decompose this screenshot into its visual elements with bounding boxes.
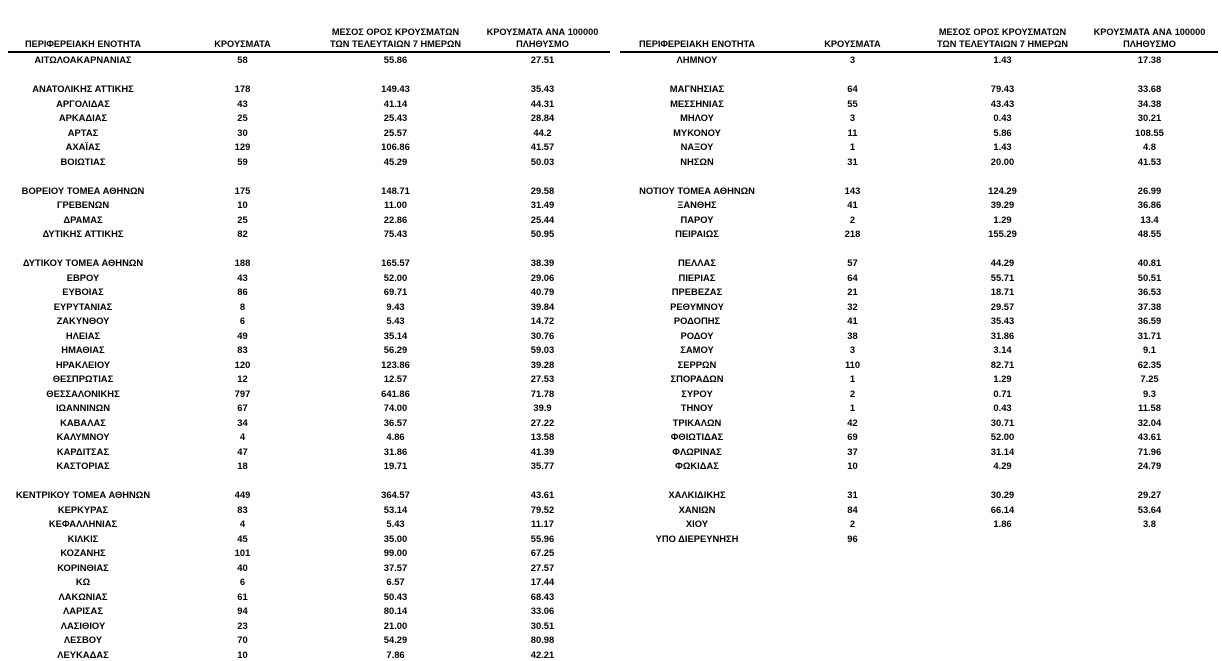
left-cell-name: ΛΑΣΙΘΙΟΥ: [60, 619, 106, 631]
right-cell-rate: 33.68: [1137, 83, 1162, 94]
right-cell-rate: 36.86: [1137, 199, 1162, 210]
left-cell-name: ΛΕΥΚΑΔΑΣ: [57, 648, 109, 660]
left-header-cases: ΚΡΟΥΣΜΑΤΑ: [214, 39, 271, 49]
left-cell-rate: 44.2: [533, 126, 552, 138]
right-cell-name: ΧΑΛΚΙΔΙΚΗΣ: [668, 489, 726, 500]
right-cell-rate: 17.38: [1137, 54, 1162, 65]
left-cell-cases: 30: [237, 126, 248, 138]
right-cell-avg: 79.43: [990, 83, 1015, 94]
right-cell-avg: 31.14: [990, 445, 1015, 457]
left-cell-avg: 19.71: [383, 460, 408, 471]
right-cell-avg: 31.86: [990, 329, 1015, 341]
right-cell-rate: 108.55: [1135, 126, 1164, 138]
left-cell-avg: 31.86: [383, 445, 408, 457]
right-cell-avg: 66.14: [990, 503, 1015, 515]
left-cell-cases: 40: [237, 561, 248, 573]
left-cell-avg: 22.86: [383, 213, 408, 225]
left-cell-avg: 50.43: [383, 590, 408, 602]
left-cell-avg: 80.14: [383, 605, 408, 616]
left-cell-rate: 13.58: [530, 431, 555, 442]
left-cell-avg: 165.57: [381, 257, 410, 268]
left-cell-name: ΚΕΝΤΡΙΚΟΥ ΤΟΜΕΑ ΑΘΗΝΩΝ: [15, 489, 151, 500]
left-cell-rate: 11.17: [531, 518, 554, 529]
left-header-region: ΠΕΡΙΦΕΡΕΙΑΚΗ ΕΝΟΤΗΤΑ: [24, 39, 142, 49]
left-cell-name: ΛΑΡΙΣΑΣ: [63, 605, 103, 616]
left-cell-name: ΑΡΚΑΔΙΑΣ: [58, 112, 108, 123]
left-cell-cases: 178: [234, 83, 251, 94]
left-cell-avg: 52.00: [383, 271, 408, 283]
right-cell-name: ΠΕΙΡΑΙΩΣ: [675, 228, 719, 239]
left-cell-rate: 39.28: [530, 358, 555, 370]
left-cell-name: ΚΑΣΤΟΡΙΑΣ: [56, 460, 110, 471]
left-cell-cases: 47: [237, 445, 248, 457]
left-cell-cases: 45: [237, 532, 248, 544]
right-cell-cases: 21: [847, 286, 858, 297]
left-cell-avg: 54.29: [383, 634, 408, 645]
left-cell-name: ΑΡΓΟΛΙΔΑΣ: [56, 97, 110, 109]
left-cell-cases: 86: [237, 286, 248, 297]
left-cell-rate: 27.51: [530, 54, 555, 65]
right-cell-avg: 82.71: [990, 358, 1015, 370]
right-cell-name: ΧΑΝΙΩΝ: [678, 503, 716, 515]
right-cell-avg: 0.71: [993, 387, 1012, 399]
right-cell-name: ΣΕΡΡΩΝ: [677, 358, 717, 370]
left-cell-rate: 25.44: [530, 213, 555, 225]
right-cell-cases: 31: [847, 155, 858, 167]
left-cell-avg: 149.43: [381, 83, 410, 94]
right-cell-rate: 26.99: [1137, 184, 1162, 196]
left-cell-rate: 55.96: [530, 532, 555, 544]
left-cell-avg: 11.00: [384, 199, 407, 210]
left-cell-rate: 28.84: [530, 112, 555, 123]
right-cell-cases: 3: [849, 344, 856, 355]
left-cell-name: ΚΟΡΙΝΘΙΑΣ: [57, 561, 109, 573]
left-cell-avg: 123.86: [381, 358, 410, 370]
right-cell-rate: 40.81: [1137, 257, 1162, 268]
right-cell-avg: 1.43: [993, 141, 1012, 152]
right-cell-rate: 13.4: [1140, 213, 1159, 225]
left-cell-name: ΚΕΦΑΛΛΗΝΙΑΣ: [48, 518, 118, 529]
right-cell-cases: 37: [847, 445, 858, 457]
right-cell-rate: 9.3: [1142, 387, 1157, 399]
right-cell-rate: 32.04: [1137, 416, 1162, 428]
right-cell-name: ΣΑΜΟΥ: [680, 344, 714, 355]
left-cell-cases: 49: [237, 329, 248, 341]
left-cell-rate: 14.72: [530, 315, 555, 326]
right-cell-cases: 42: [847, 416, 858, 428]
left-cell-avg: 53.14: [383, 503, 408, 515]
left-cell-name: ΔΥΤΙΚΗΣ ΑΤΤΙΚΗΣ: [42, 228, 124, 239]
right-cell-name: ΠΡΕΒΕΖΑΣ: [671, 286, 723, 297]
left-cell-name: ΔΡΑΜΑΣ: [63, 213, 103, 225]
left-cell-cases: 101: [234, 547, 251, 558]
left-cell-cases: 83: [237, 344, 248, 355]
left-cell-avg: 148.71: [381, 184, 410, 196]
left-cell-cases: 43: [237, 97, 248, 109]
left-cell-rate: 79.52: [530, 503, 555, 515]
right-cell-cases: 32: [847, 300, 858, 312]
right-cell-name: ΥΠΟ ΔΙΕΡΕΥΝΗΣΗ: [655, 532, 739, 544]
left-cell-avg: 41.14: [383, 97, 408, 109]
right-cell-rate: 71.96: [1137, 445, 1162, 457]
right-header-region: ΠΕΡΙΦΕΡΕΙΑΚΗ ΕΝΟΤΗΤΑ: [638, 39, 756, 49]
right-header-per100k: ΚΡΟΥΣΜΑΤΑ ΑΝΑ 100000 ΠΛΗΘΥΣΜΟ: [1093, 27, 1206, 49]
left-cell-cases: 4: [239, 431, 246, 442]
left-cell-rate: 30.76: [530, 329, 555, 341]
left-header-per100k: ΚΡΟΥΣΜΑΤΑ ΑΝΑ 100000 ΠΛΗΘΥΣΜΟ: [486, 27, 599, 49]
left-cell-rate: 41.57: [530, 141, 555, 152]
left-cell-cases: 10: [237, 199, 248, 210]
right-cell-avg: 39.29: [990, 199, 1015, 210]
right-cell-cases: 218: [844, 228, 861, 239]
left-cell-name: ΚΟΖΑΝΗΣ: [60, 547, 106, 558]
right-cell-name: ΤΡΙΚΑΛΩΝ: [672, 416, 722, 428]
right-cell-name: ΜΕΣΣΗΝΙΑΣ: [670, 97, 724, 109]
right-cell-rate: 4.8: [1142, 141, 1157, 152]
left-cell-avg: 55.86: [383, 54, 408, 65]
right-cell-cases: 64: [847, 83, 858, 94]
left-cell-name: ΒΟΙΩΤΙΑΣ: [60, 155, 106, 167]
left-cell-rate: 33.06: [530, 605, 555, 616]
left-cell-avg: 25.43: [383, 112, 408, 123]
left-cell-rate: 27.57: [530, 561, 555, 573]
left-cell-name: ΑΙΤΩΛΟΑΚΑΡΝΑΝΙΑΣ: [34, 54, 132, 65]
left-cell-name: ΕΥΒΟΙΑΣ: [62, 286, 104, 297]
left-cell-avg: 99.00: [383, 547, 408, 558]
left-cell-name: ΑΧΑΪΑΣ: [65, 141, 101, 152]
right-cell-cases: 110: [844, 358, 861, 370]
left-cell-cases: 10: [237, 648, 248, 660]
left-cell-name: ΚΙΛΚΙΣ: [67, 532, 99, 544]
right-cell-rate: 11.58: [1138, 402, 1161, 413]
left-cell-avg: 25.57: [383, 126, 408, 138]
right-cell-rate: 29.27: [1137, 489, 1162, 500]
left-cell-rate: 50.03: [530, 155, 555, 167]
left-cell-rate: 44.31: [530, 97, 555, 109]
right-cell-name: ΜΗΛΟΥ: [680, 112, 714, 123]
right-cell-name: ΡΕΘΥΜΝΟΥ: [670, 300, 724, 312]
left-cell-rate: 68.43: [530, 590, 555, 602]
right-cell-cases: 2: [849, 518, 856, 529]
right-cell-cases: 143: [844, 184, 861, 196]
right-cell-cases: 1: [849, 141, 856, 152]
right-cell-cases: 41: [847, 315, 858, 326]
left-cell-cases: 6: [239, 576, 246, 587]
left-cell-rate: 43.61: [530, 489, 555, 500]
right-cell-avg: 0.43: [993, 112, 1012, 123]
right-cell-avg: 29.57: [990, 300, 1015, 312]
right-cell-name: ΝΟΤΙΟΥ ΤΟΜΕΑ ΑΘΗΝΩΝ: [639, 184, 755, 196]
right-cell-cases: 69: [847, 431, 858, 442]
right-cell-rate: 34.38: [1137, 97, 1162, 109]
left-cell-cases: 43: [237, 271, 248, 283]
right-cell-name: ΠΙΕΡΙΑΣ: [678, 271, 716, 283]
right-cell-avg: 18.71: [990, 286, 1015, 297]
left-cell-avg: 641.86: [381, 387, 410, 399]
left-cell-avg: 69.71: [383, 286, 408, 297]
left-cell-avg: 45.29: [383, 155, 408, 167]
left-cell-name: ΑΡΤΑΣ: [67, 126, 99, 138]
left-cell-rate: 50.95: [530, 228, 555, 239]
right-cell-avg: 44.29: [990, 257, 1015, 268]
left-cell-rate: 67.25: [530, 547, 555, 558]
right-cell-avg: 5.86: [993, 126, 1012, 138]
right-cell-cases: 2: [849, 387, 856, 399]
left-cell-cases: 175: [234, 184, 251, 196]
left-cell-avg: 37.57: [383, 561, 408, 573]
right-cell-name: ΣΥΡΟΥ: [681, 387, 713, 399]
right-cell-rate: 36.59: [1137, 315, 1162, 326]
left-cell-avg: 364.57: [381, 489, 410, 500]
right-cell-cases: 96: [847, 532, 858, 544]
right-cell-avg: 1.29: [993, 373, 1012, 384]
left-cell-name: ΓΡΕΒΕΝΩΝ: [56, 199, 110, 210]
right-cell-cases: 64: [847, 271, 858, 283]
left-cell-name: ΛΕΣΒΟΥ: [63, 634, 103, 645]
right-cell-cases: 11: [847, 126, 858, 138]
right-cell-avg: 55.71: [990, 271, 1015, 283]
right-cell-avg: 20.00: [990, 155, 1015, 167]
left-cell-name: ΑΝΑΤΟΛΙΚΗΣ ΑΤΤΙΚΗΣ: [32, 83, 134, 94]
left-cell-cases: 129: [234, 141, 251, 152]
right-cell-cases: 38: [847, 329, 858, 341]
right-cell-rate: 48.55: [1137, 228, 1162, 239]
left-cell-cases: 12: [237, 373, 248, 384]
left-cell-avg: 5.43: [386, 518, 405, 529]
right-cell-name: ΣΠΟΡΑΔΩΝ: [670, 373, 724, 384]
right-cell-cases: 31: [847, 489, 858, 500]
left-cell-rate: 39.9: [533, 402, 552, 413]
left-cell-name: ΖΑΚΥΝΘΟΥ: [56, 315, 110, 326]
right-cell-cases: 1: [849, 373, 856, 384]
right-cell-rate: 30.21: [1137, 112, 1162, 123]
left-cell-name: ΚΑΛΥΜΝΟΥ: [56, 431, 110, 442]
left-cell-cases: 70: [237, 634, 248, 645]
right-cell-cases: 1: [849, 402, 856, 413]
right-cell-cases: 57: [847, 257, 858, 268]
left-cell-name: ΔΥΤΙΚΟΥ ΤΟΜΕΑ ΑΘΗΝΩΝ: [22, 257, 144, 268]
left-cell-avg: 5.43: [386, 315, 405, 326]
right-cell-avg: 4.29: [993, 460, 1012, 471]
right-cell-name: ΤΗΝΟΥ: [680, 402, 714, 413]
right-header-avg7: ΜΕΣΟΣ ΟΡΟΣ ΚΡΟΥΣΜΑΤΩΝ ΤΩΝ ΤΕΛΕΥΤΑΙΩΝ 7 ΗΜΕΡΩΝ: [936, 27, 1068, 49]
right-cell-name: ΝΑΞΟΥ: [680, 141, 714, 152]
left-cell-avg: 4.86: [386, 431, 405, 442]
left-cell-cases: 83: [237, 503, 248, 515]
right-cell-cases: 55: [847, 97, 858, 109]
left-cell-cases: 61: [237, 590, 248, 602]
left-cell-name: ΗΛΕΙΑΣ: [65, 329, 101, 341]
right-cell-avg: 155.29: [988, 228, 1017, 239]
left-cell-rate: 29.58: [530, 184, 555, 196]
right-cell-cases: 3: [849, 54, 856, 65]
left-cell-cases: 34: [237, 416, 248, 428]
right-cell-name: ΠΑΡΟΥ: [680, 213, 714, 225]
left-cell-name: ΕΥΡΥΤΑΝΙΑΣ: [53, 300, 113, 312]
left-cell-avg: 74.00: [383, 402, 408, 413]
right-cell-rate: 7.25: [1140, 373, 1159, 384]
right-cell-name: ΞΑΝΘΗΣ: [677, 199, 717, 210]
right-cell-avg: 3.14: [993, 344, 1012, 355]
right-cell-cases: 41: [847, 199, 858, 210]
right-cell-cases: 10: [847, 460, 858, 471]
left-cell-avg: 56.29: [383, 344, 408, 355]
right-cell-avg: 52.00: [990, 431, 1015, 442]
left-cell-cases: 25: [237, 213, 248, 225]
right-cell-name: ΛΗΜΝΟΥ: [676, 54, 718, 65]
right-cell-rate: 53.64: [1137, 503, 1162, 515]
right-cell-avg: 124.29: [988, 184, 1017, 196]
left-cell-name: ΒΟΡΕΙΟΥ ΤΟΜΕΑ ΑΘΗΝΩΝ: [21, 184, 145, 196]
left-cell-avg: 6.57: [386, 576, 405, 587]
right-cell-avg: 30.71: [990, 416, 1015, 428]
left-cell-name: ΘΕΣΣΑΛΟΝΙΚΗΣ: [46, 387, 120, 399]
left-cell-cases: 58: [237, 54, 248, 65]
right-cell-rate: 43.61: [1137, 431, 1162, 442]
left-cell-name: ΕΒΡΟΥ: [66, 271, 100, 283]
right-cell-rate: 3.8: [1142, 518, 1157, 529]
right-cell-rate: 9.1: [1142, 344, 1157, 355]
left-cell-cases: 82: [237, 228, 248, 239]
left-cell-name: ΗΜΑΘΙΑΣ: [61, 344, 105, 355]
left-cell-rate: 31.49: [530, 199, 555, 210]
right-cell-avg: 43.43: [990, 97, 1015, 109]
right-cell-avg: 1.43: [993, 54, 1012, 65]
right-cell-rate: 50.51: [1137, 271, 1162, 283]
right-cell-avg: 35.43: [990, 315, 1015, 326]
left-cell-cases: 67: [237, 402, 248, 413]
left-cell-cases: 25: [237, 112, 248, 123]
left-cell-rate: 17.44: [530, 576, 555, 587]
left-cell-cases: 6: [239, 315, 246, 326]
right-cell-avg: 30.29: [990, 489, 1015, 500]
right-header-cases: ΚΡΟΥΣΜΑΤΑ: [824, 39, 881, 49]
left-cell-cases: 120: [234, 358, 251, 370]
right-cell-cases: 2: [849, 213, 856, 225]
left-cell-cases: 797: [234, 387, 251, 399]
left-cell-cases: 188: [234, 257, 251, 268]
right-cell-rate: 37.38: [1137, 300, 1162, 312]
right-cell-name: ΦΩΚΙΔΑΣ: [675, 460, 719, 471]
left-cell-name: ΚΕΡΚΥΡΑΣ: [57, 503, 109, 515]
right-cell-cases: 3: [849, 112, 856, 123]
right-cell-cases: 84: [847, 503, 858, 515]
left-cell-rate: 30.51: [530, 619, 555, 631]
left-cell-rate: 40.79: [530, 286, 555, 297]
left-cell-name: ΗΡΑΚΛΕΙΟΥ: [55, 358, 111, 370]
right-cell-rate: 36.53: [1137, 286, 1162, 297]
right-cell-name: ΝΗΣΩΝ: [680, 155, 714, 167]
left-cell-avg: 9.43: [386, 300, 405, 312]
left-header-avg7: ΜΕΣΟΣ ΟΡΟΣ ΚΡΟΥΣΜΑΤΩΝ ΤΩΝ ΤΕΛΕΥΤΑΙΩΝ 7 ΗΜΕΡΩΝ: [329, 27, 461, 49]
left-cell-rate: 38.39: [530, 257, 555, 268]
left-cell-rate: 41.39: [530, 445, 555, 457]
left-cell-cases: 18: [237, 460, 248, 471]
left-cell-name: ΚΑΡΔΙΤΣΑΣ: [56, 445, 110, 457]
right-cell-name: ΡΟΔΟΠΗΣ: [673, 315, 721, 326]
right-cell-name: ΧΙΟΥ: [685, 518, 709, 529]
right-cell-rate: 24.79: [1137, 460, 1162, 471]
left-cell-avg: 35.00: [383, 532, 408, 544]
left-cell-avg: 106.86: [381, 141, 410, 152]
left-cell-rate: 59.03: [530, 344, 555, 355]
right-cell-name: ΜΑΓΝΗΣΙΑΣ: [669, 83, 725, 94]
left-cell-cases: 8: [239, 300, 246, 312]
left-cell-cases: 59: [237, 155, 248, 167]
left-cell-cases: 4: [239, 518, 246, 529]
left-cell-rate: 35.77: [530, 460, 555, 471]
right-cell-rate: 31.71: [1137, 329, 1162, 341]
left-cell-cases: 23: [237, 619, 248, 631]
left-cell-rate: 27.22: [530, 416, 555, 428]
left-cell-avg: 75.43: [383, 228, 408, 239]
left-cell-rate: 42.21: [530, 648, 555, 660]
left-cell-avg: 7.86: [386, 648, 405, 660]
right-cell-name: ΦΛΩΡΙΝΑΣ: [672, 445, 722, 457]
right-cell-name: ΜΥΚΟΝΟΥ: [673, 126, 721, 138]
right-cell-name: ΦΘΙΩΤΙΔΑΣ: [670, 431, 724, 442]
left-cell-avg: 35.14: [383, 329, 408, 341]
left-cell-avg: 21.00: [383, 619, 408, 631]
right-cell-avg: 1.86: [993, 518, 1012, 529]
right-cell-name: ΡΟΔΟΥ: [680, 329, 714, 341]
right-cell-avg: 1.29: [993, 213, 1012, 225]
left-cell-rate: 29.06: [530, 271, 555, 283]
right-cell-avg: 0.43: [993, 402, 1012, 413]
right-cell-rate: 62.35: [1137, 358, 1162, 370]
left-cell-cases: 449: [234, 489, 251, 500]
left-cell-rate: 35.43: [530, 83, 555, 94]
left-cell-name: ΙΩΑΝΝΙΝΩΝ: [55, 402, 111, 413]
right-cell-rate: 41.53: [1137, 155, 1162, 167]
left-cell-name: ΚΑΒΑΛΑΣ: [60, 416, 106, 428]
left-cell-avg: 12.57: [383, 373, 408, 384]
left-cell-rate: 39.84: [530, 300, 555, 312]
left-cell-name: ΛΑΚΩΝΙΑΣ: [58, 590, 108, 602]
left-cell-rate: 71.78: [530, 387, 555, 399]
left-cell-name: ΚΩ: [75, 576, 91, 587]
left-cell-avg: 36.57: [383, 416, 408, 428]
right-cell-name: ΠΕΛΛΑΣ: [678, 257, 716, 268]
left-cell-rate: 80.98: [530, 634, 555, 645]
left-cell-name: ΘΕΣΠΡΩΤΙΑΣ: [52, 373, 114, 384]
left-cell-rate: 27.53: [530, 373, 555, 384]
left-cell-cases: 94: [237, 605, 248, 616]
